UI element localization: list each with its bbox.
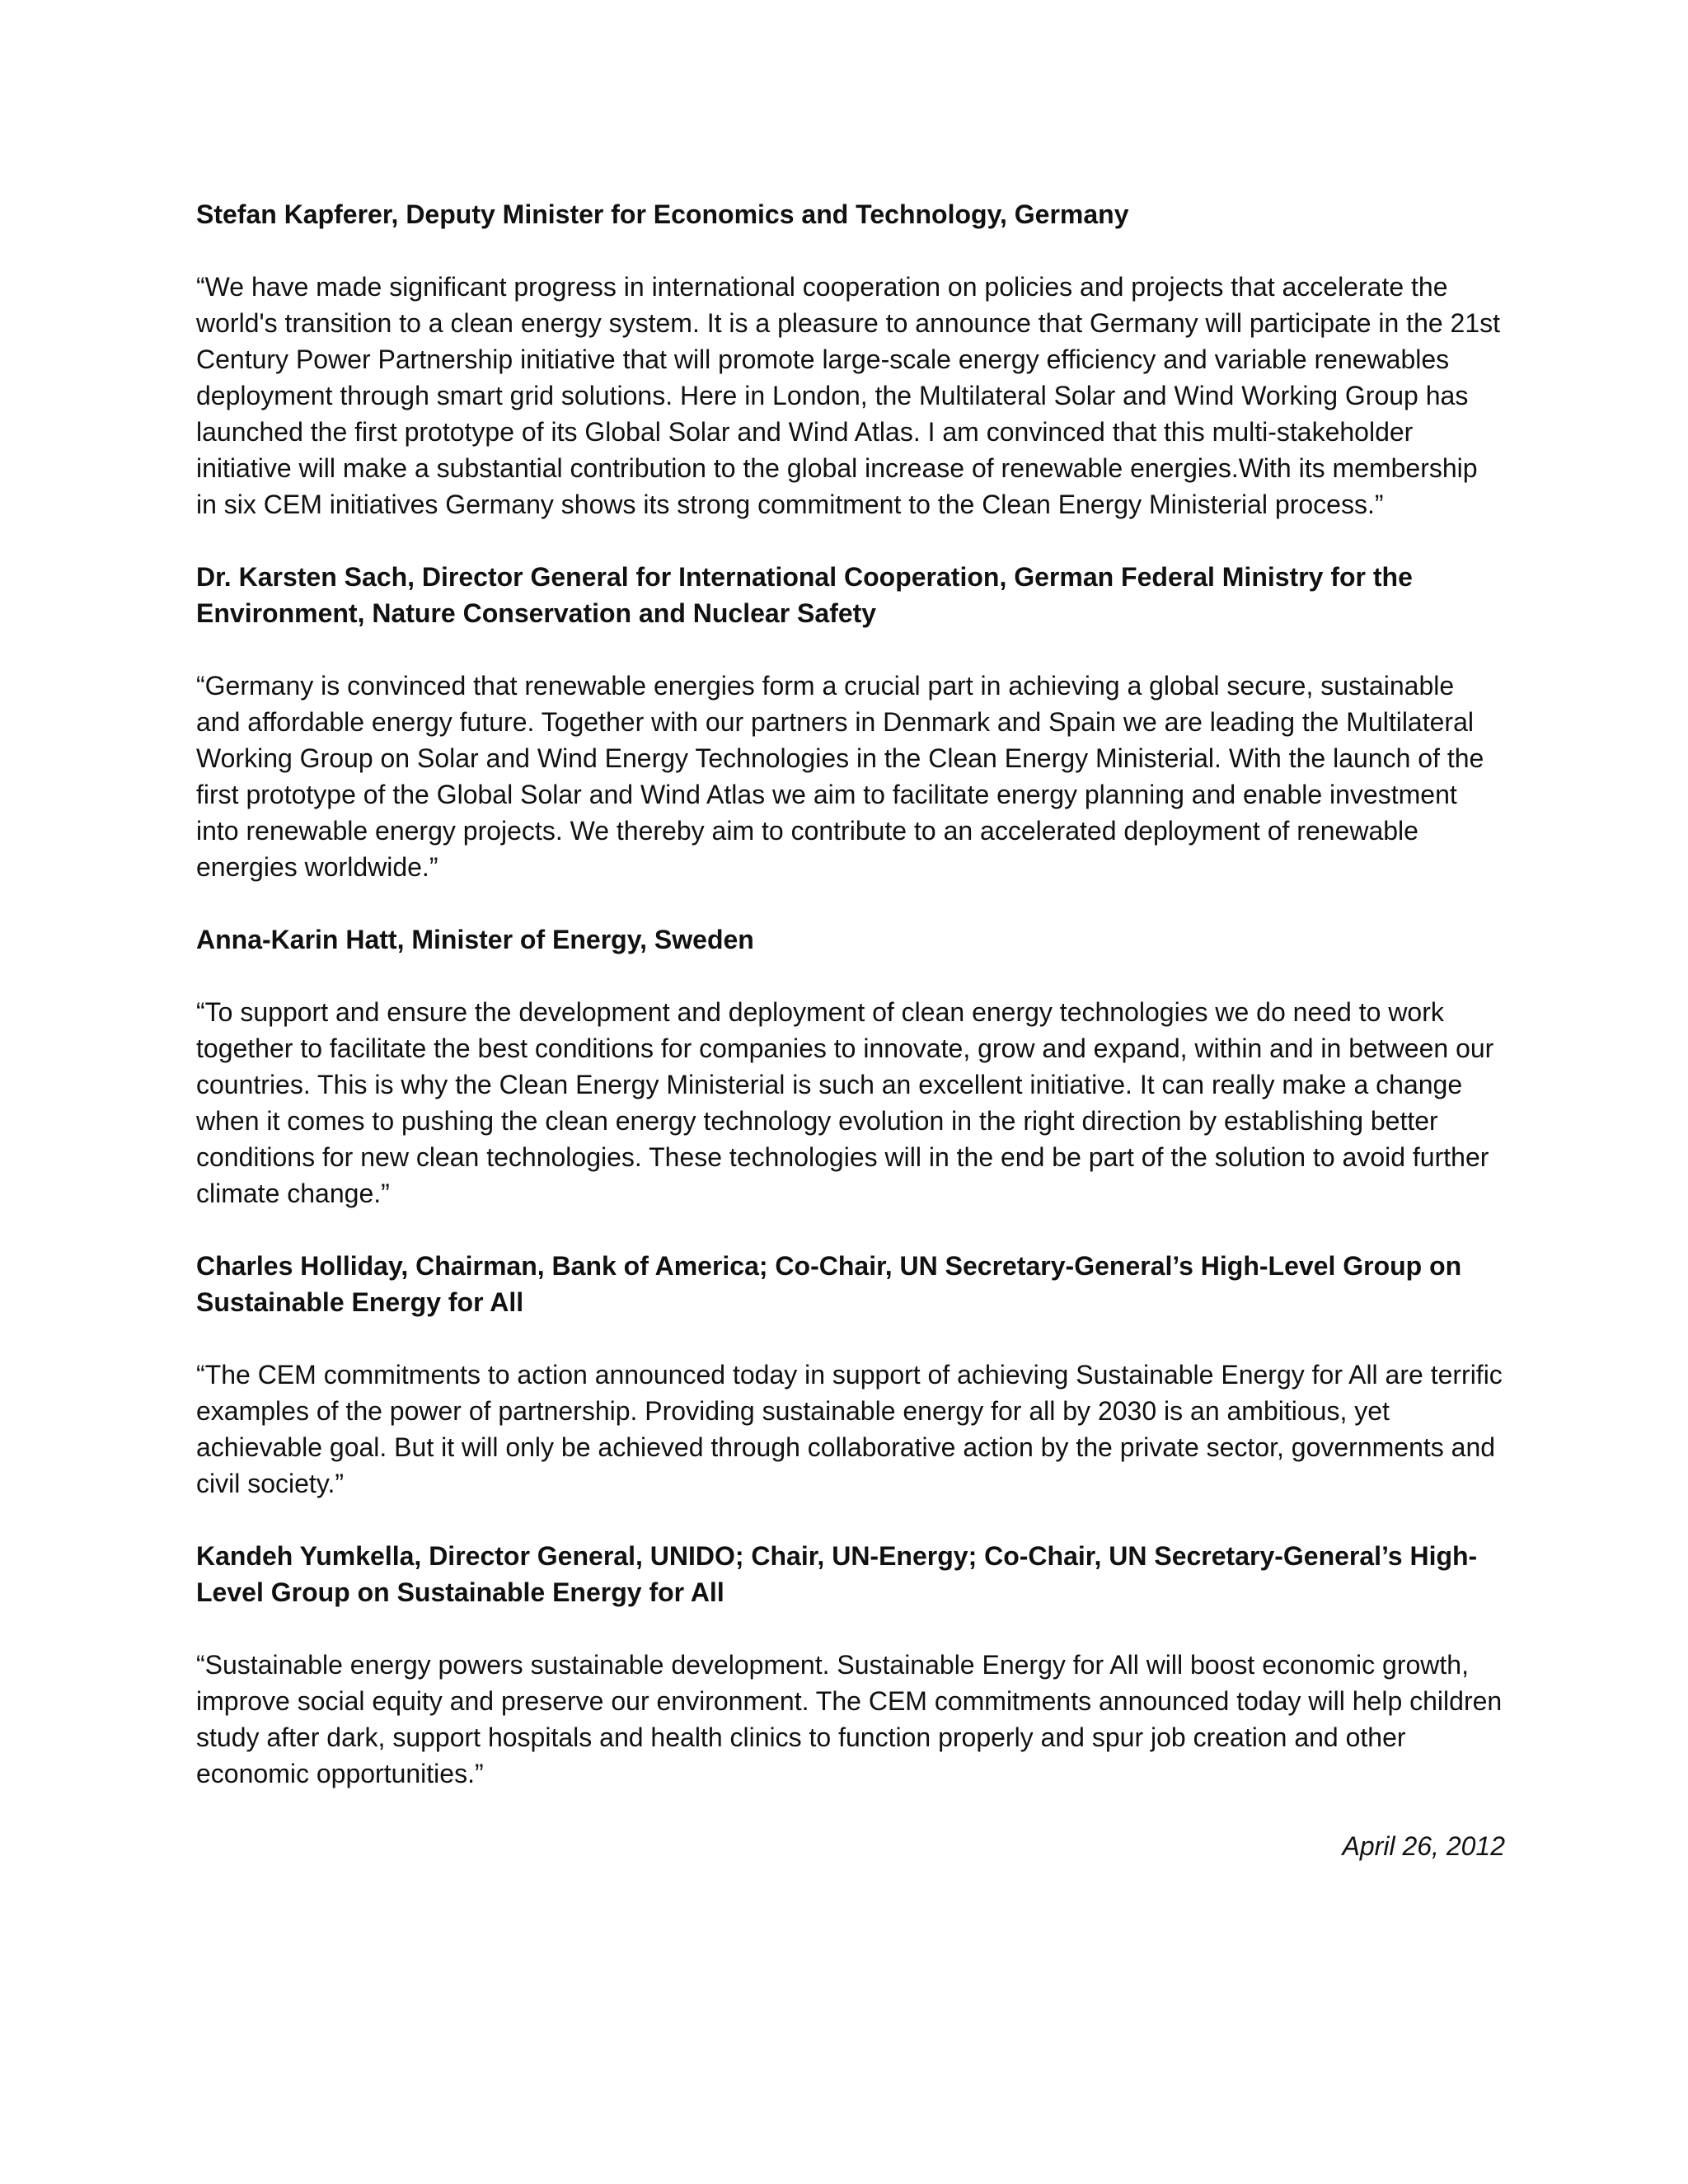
quote-paragraph: “The CEM commitments to action announced today in support of achieving Sustainable Energy for All are terrific examples of the power of partnership. Providing sustainable energy for all by 2030 is an ambitious, yet achievable goal. But it will only be achieved through collaborative action by the private sector, governments and civil society.” <box>196 1360 1503 1498</box>
statement-kapferer <box>196 196 1505 523</box>
quote-paragraph: “To support and ensure the development and deployment of clean energy technologies we do need to work together to facilitate the best conditions for companies to innovate, grow and expand, within and in between our countries. This is why the Clean Energy Ministerial is such an excellent initiative. It can really make a change when it comes to pushing the clean energy technology evolution in the right direction by establishing better conditions for new clean technologies. These technologies will in the end be part of the solution to avoid further climate change.” <box>196 997 1494 1208</box>
speaker-heading: Anna-Karin Hatt, Minister of Energy, Sweden <box>196 925 754 954</box>
quote-paragraph: “We have made significant progress in international cooperation on policies and projects that accelerate the world's transition to a clean energy system. It is a pleasure to announce that Germany will participate in the 21st Century Power Partnership initiative that will promote large-scale energy efficiency and variable renewables deployment through smart grid solutions. Here in London, the Multilateral Solar and Wind Working Group has launched the first prototype of its Global Solar and Wind Atlas. I am convinced that this multi-stakeholder initiative will make a substantial contribution to the global increase of renewable energies.With its membership in six CEM initiatives Germany shows its strong commitment to the Clean Energy Ministerial process.” <box>196 272 1501 519</box>
speaker-heading: Charles Holliday, Chairman, Bank of America; Co-Chair, UN Secretary-General’s High-Level Group on Sustainable Energy for All <box>196 1251 1462 1317</box>
statement-sach <box>196 559 1505 885</box>
speaker-heading: Kandeh Yumkella, Director General, UNIDO; Chair, UN-Energy; Co-Chair, UN Secretary-General’s High-Level Group on Sustainable Energy for All <box>196 1541 1478 1607</box>
speaker-heading: Stefan Kapferer, Deputy Minister for Economics and Technology, Germany <box>196 199 1129 229</box>
statement-holliday <box>196 1248 1505 1502</box>
quote-paragraph: “Germany is convinced that renewable energies form a crucial part in achieving a global secure, sustainable and affordable energy future. Together with our partners in Denmark and Spain we are leading the Multilateral Working Group on Solar and Wind Energy Technologies in the Clean Energy Ministerial. With the launch of the first prototype of the Global Solar and Wind Atlas we aim to facilitate energy planning and enable investment into renewable energy projects. We thereby aim to contribute to an accelerated deployment of renewable energies worldwide.” <box>196 671 1484 882</box>
document-page <box>196 196 1505 1864</box>
quote-paragraph: “Sustainable energy powers sustainable development. Sustainable Energy for All will boost economic growth, improve social equity and preserve our environment. The CEM commitments announced today will help children study after dark, support hospitals and health clinics to function properly and spur job creation and other economic opportunities.” <box>196 1650 1503 1788</box>
speaker-heading: Dr. Karsten Sach, Director General for International Cooperation, German Federal Ministry for the Environment, Nature Conservation and Nuclear Safety <box>196 562 1413 628</box>
statement-hatt <box>196 921 1505 1212</box>
statement-yumkella <box>196 1538 1505 1792</box>
document-date: April 26, 2012 <box>1342 1831 1505 1861</box>
